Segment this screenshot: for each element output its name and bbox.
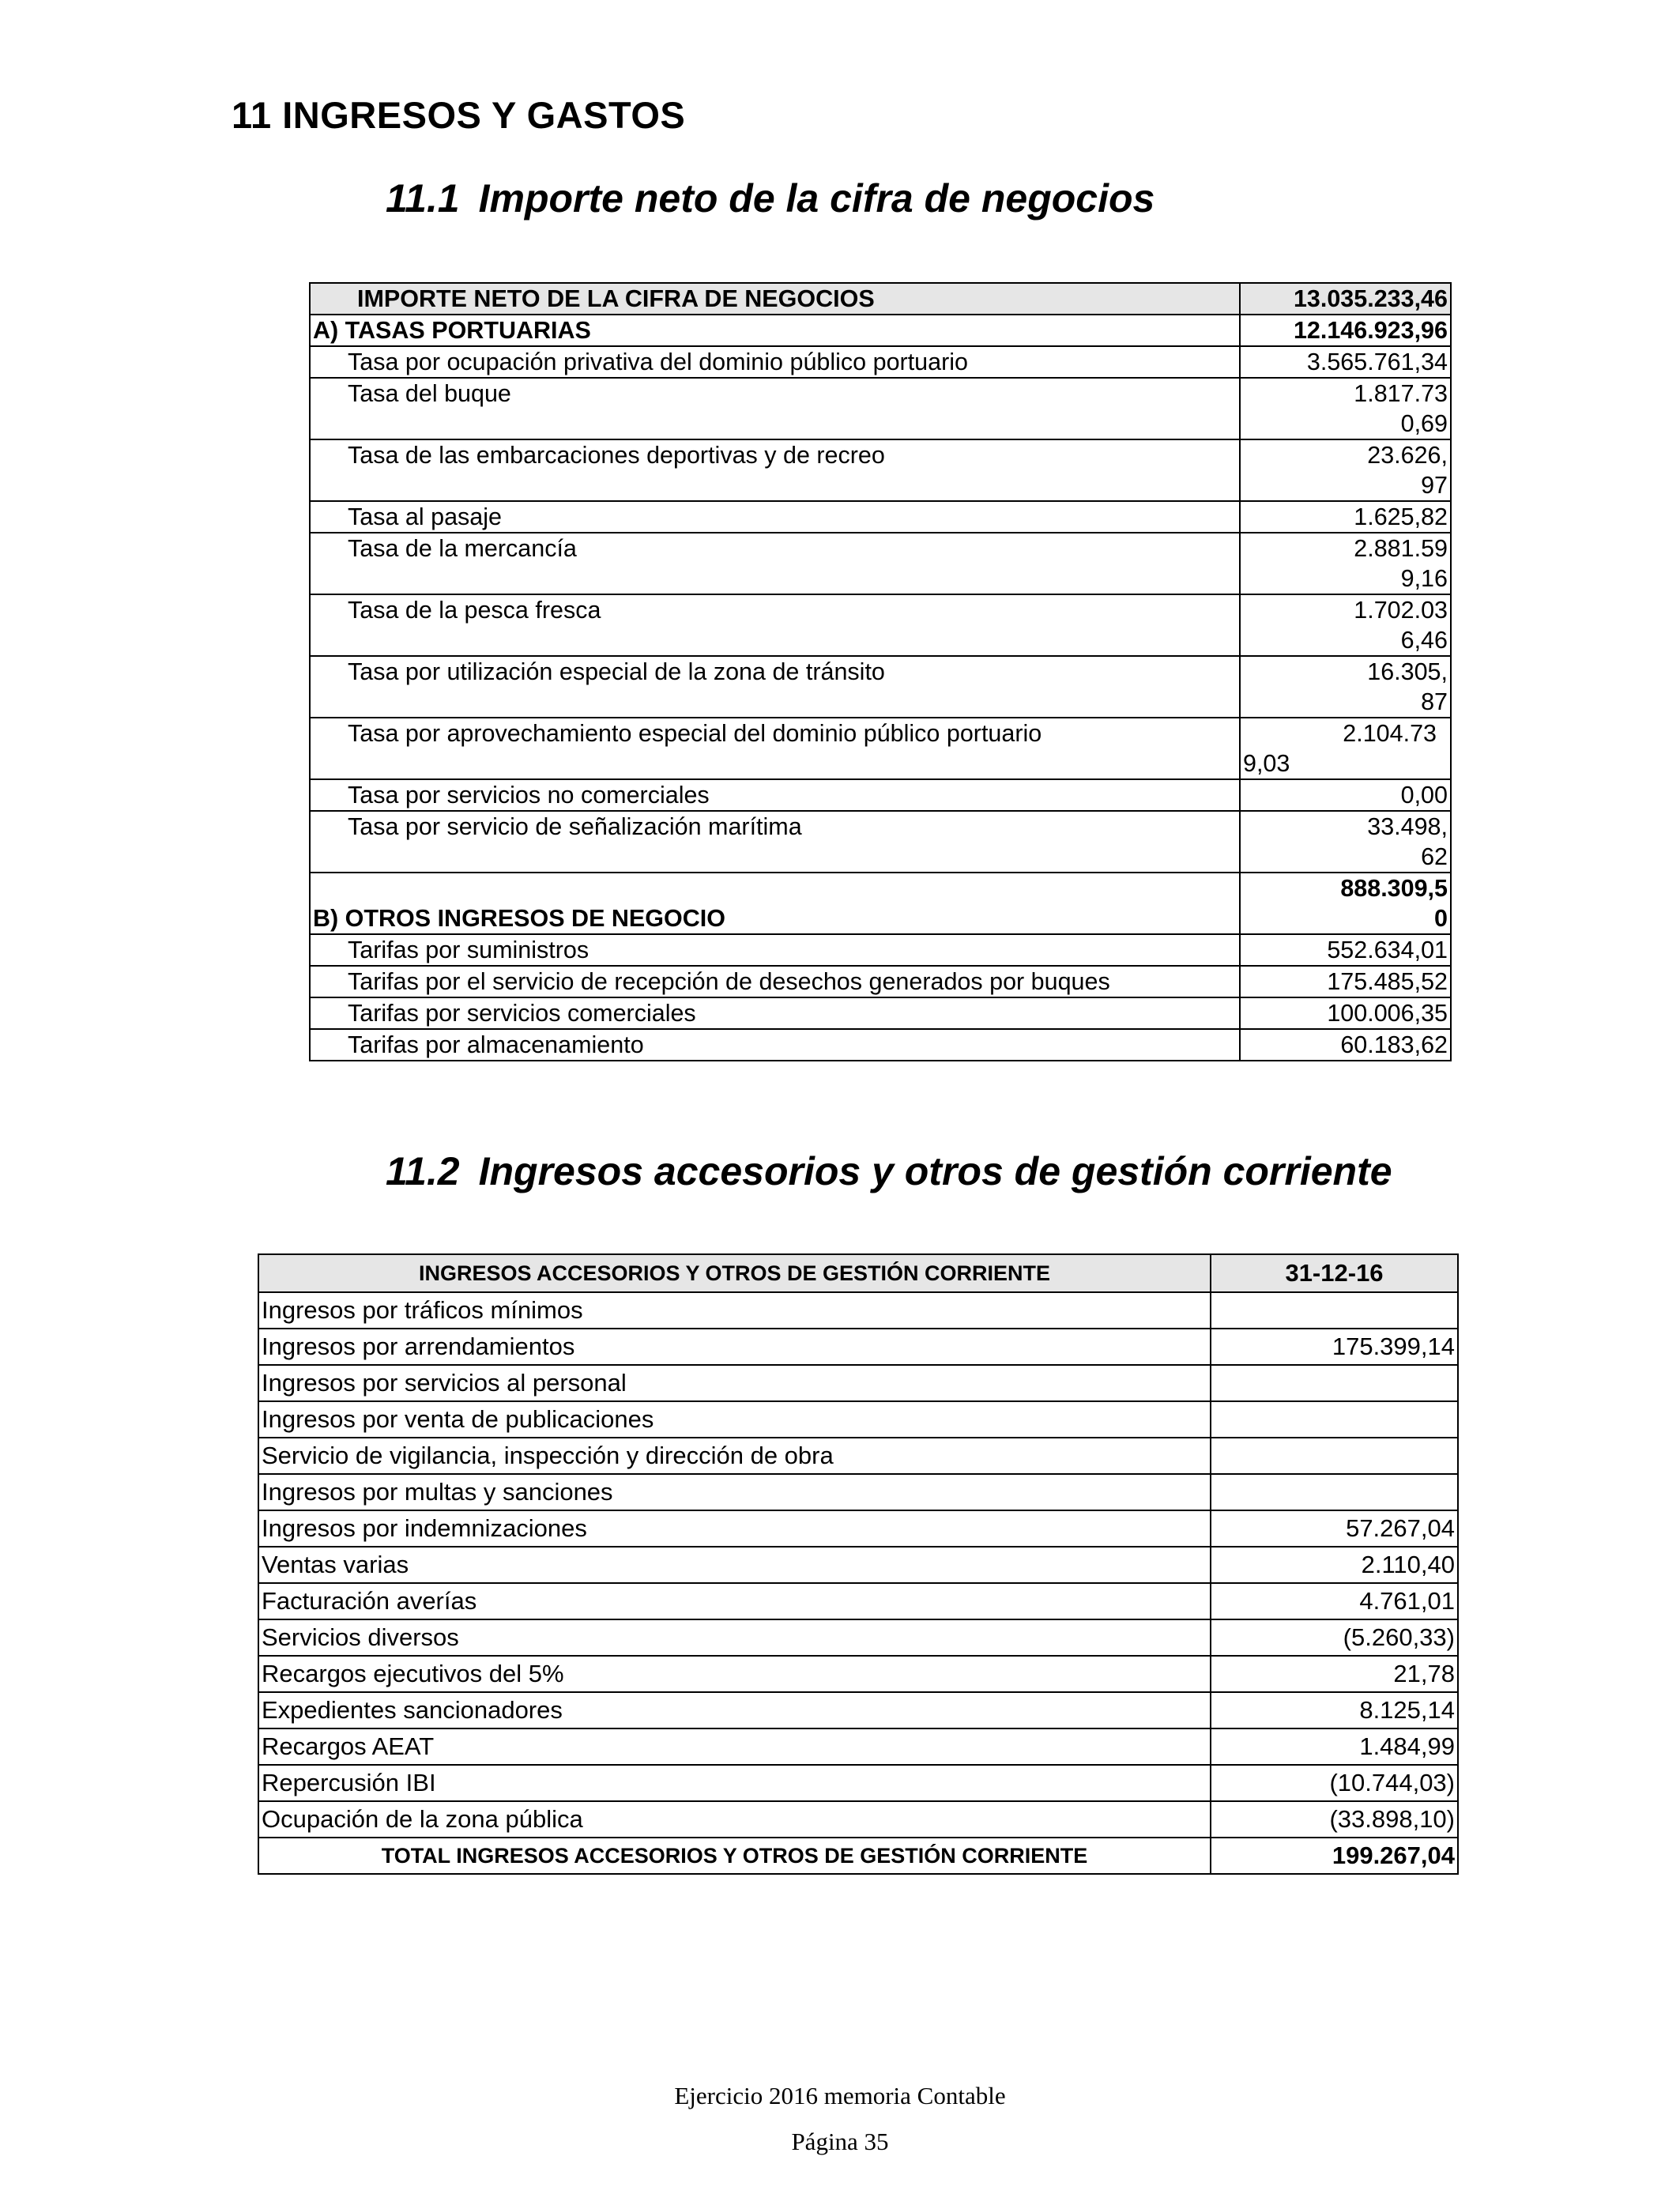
- row-value-part1: 2.104.73: [1343, 720, 1437, 747]
- table-total-row: [258, 1838, 1458, 1874]
- row-value: 2.110,40: [1211, 1547, 1458, 1583]
- row-value: 8.125,14: [1211, 1692, 1458, 1728]
- header-value: 13.035.233,46: [1240, 283, 1451, 315]
- row-value: (10.744,03): [1211, 1765, 1458, 1801]
- row-label: Tasa de las embarcaciones deportivas y de recreo: [310, 439, 1240, 501]
- row-label: Tasa al pasaje: [310, 501, 1240, 533]
- row-value: 16.305,87: [1367, 658, 1448, 715]
- row-label: Ingresos por arrendamientos: [258, 1329, 1211, 1365]
- total-label: TOTAL INGRESOS ACCESORIOS Y OTROS DE GESTIÓN CORRIENTE: [258, 1838, 1211, 1874]
- total-value: 199.267,04: [1211, 1838, 1458, 1874]
- row-value: 23.626,97: [1367, 442, 1448, 499]
- section-title: 11 INGRESOS Y GASTOS: [232, 94, 686, 136]
- row-value: [1211, 1474, 1458, 1510]
- row-label: Ingresos por servicios al personal: [258, 1365, 1211, 1401]
- table-row: [258, 1547, 1458, 1583]
- table-row: [310, 718, 1451, 779]
- table-row: [310, 934, 1451, 966]
- row-value: [1211, 1401, 1458, 1438]
- table-cifra-negocios: [309, 282, 1452, 1061]
- table-row: [310, 501, 1451, 533]
- row-label: Tasa por servicio de señalización marítima: [310, 811, 1240, 873]
- row-value: 33.498,62: [1367, 813, 1448, 870]
- table-header-row: [258, 1254, 1458, 1292]
- table-row: [258, 1728, 1458, 1765]
- row-value: 1.817.730,69: [1354, 380, 1448, 437]
- table-row: [310, 811, 1451, 873]
- row-value: (33.898,10): [1211, 1801, 1458, 1838]
- row-value: 0,00: [1240, 779, 1451, 811]
- header-label: INGRESOS ACCESORIOS Y OTROS DE GESTIÓN CORRIENTE: [258, 1254, 1211, 1292]
- row-label: Tasa por aprovechamiento especial del dominio público portuario: [310, 718, 1240, 779]
- section-row-b: [310, 873, 1451, 934]
- row-value: 60.183,62: [1240, 1029, 1451, 1061]
- subsection-text: Importe neto de la cifra de negocios: [478, 176, 1155, 221]
- row-value: (5.260,33): [1211, 1619, 1458, 1656]
- table-row: [310, 346, 1451, 378]
- row-label: Servicio de vigilancia, inspección y dirección de obra: [258, 1438, 1211, 1474]
- row-label: Tasa de la pesca fresca: [310, 594, 1240, 656]
- row-value-part2: 9,03: [1243, 750, 1290, 777]
- row-label: Tasa por servicios no comerciales: [310, 779, 1240, 811]
- row-label: Tasa por ocupación privativa del dominio público portuario: [310, 346, 1240, 378]
- table-row: [310, 594, 1451, 656]
- section-value: 888.309,50: [1340, 875, 1448, 932]
- subsection-number: 11.1: [386, 176, 460, 221]
- row-label: Tarifas por suministros: [310, 934, 1240, 966]
- table-row: [310, 997, 1451, 1029]
- header-label: IMPORTE NETO DE LA CIFRA DE NEGOCIOS: [310, 283, 1240, 315]
- table-ingresos-accesorios: [258, 1253, 1459, 1875]
- row-value: 552.634,01: [1240, 934, 1451, 966]
- table-row: [258, 1765, 1458, 1801]
- row-label: Servicios diversos: [258, 1619, 1211, 1656]
- row-label: Ingresos por venta de publicaciones: [258, 1401, 1211, 1438]
- table-row: [258, 1583, 1458, 1619]
- row-value: [1211, 1438, 1458, 1474]
- row-value: 1.702.036,46: [1354, 597, 1448, 654]
- header-value: 31-12-16: [1211, 1254, 1458, 1292]
- subsection-title-11-1: [386, 175, 1155, 221]
- row-value: 100.006,35: [1240, 997, 1451, 1029]
- row-value: 3.565.761,34: [1240, 346, 1451, 378]
- table-row: [258, 1656, 1458, 1692]
- section-label: B) OTROS INGRESOS DE NEGOCIO: [310, 873, 1240, 934]
- table-row: [310, 779, 1451, 811]
- table-row: [258, 1438, 1458, 1474]
- row-label: Ingresos por multas y sanciones: [258, 1474, 1211, 1510]
- row-label: Tasa del buque: [310, 378, 1240, 439]
- subsection-title-11-2: [386, 1148, 1392, 1194]
- row-label: Tarifas por servicios comerciales: [310, 997, 1240, 1029]
- row-label: Ingresos por indemnizaciones: [258, 1510, 1211, 1547]
- table-row: [258, 1692, 1458, 1728]
- row-value: 4.761,01: [1211, 1583, 1458, 1619]
- row-value: 1.625,82: [1240, 501, 1451, 533]
- row-label: Recargos AEAT: [258, 1728, 1211, 1765]
- row-value: 57.267,04: [1211, 1510, 1458, 1547]
- subsection-number: 11.2: [386, 1149, 460, 1193]
- row-value: [1211, 1365, 1458, 1401]
- row-label: Ocupación de la zona pública: [258, 1801, 1211, 1838]
- table-row: [310, 378, 1451, 439]
- row-value: 1.484,99: [1211, 1728, 1458, 1765]
- table-row: [258, 1329, 1458, 1365]
- table-row: [258, 1474, 1458, 1510]
- table-row: [258, 1401, 1458, 1438]
- row-label: Ingresos por tráficos mínimos: [258, 1292, 1211, 1329]
- row-value: 175.485,52: [1240, 966, 1451, 997]
- row-value: [1211, 1292, 1458, 1329]
- section-value: 12.146.923,96: [1240, 315, 1451, 346]
- footer-page-number: Página 35: [791, 2128, 889, 2155]
- table-row: [310, 1029, 1451, 1061]
- row-label: Ventas varias: [258, 1547, 1211, 1583]
- table-row: [258, 1801, 1458, 1838]
- table-row: [310, 966, 1451, 997]
- table-row: [310, 439, 1451, 501]
- row-label: Tarifas por almacenamiento: [310, 1029, 1240, 1061]
- row-value: 21,78: [1211, 1656, 1458, 1692]
- section-row-a: [310, 315, 1451, 346]
- row-label: Recargos ejecutivos del 5%: [258, 1656, 1211, 1692]
- row-label: Repercusión IBI: [258, 1765, 1211, 1801]
- row-label: Facturación averías: [258, 1583, 1211, 1619]
- row-label: Tasa de la mercancía: [310, 533, 1240, 594]
- table-row: [310, 656, 1451, 718]
- table-row: [258, 1619, 1458, 1656]
- row-label: Tasa por utilización especial de la zona de tránsito: [310, 656, 1240, 718]
- section-label: A) TASAS PORTUARIAS: [310, 315, 1240, 346]
- table-row: [258, 1292, 1458, 1329]
- row-value: 2.881.599,16: [1354, 535, 1448, 592]
- subsection-text: Ingresos accesorios y otros de gestión corriente: [478, 1149, 1392, 1193]
- row-value: 175.399,14: [1211, 1329, 1458, 1365]
- table-header-row: [310, 283, 1451, 315]
- table-row: [310, 533, 1451, 594]
- footer-document-title: Ejercicio 2016 memoria Contable: [674, 2082, 1006, 2109]
- row-label: Tarifas por el servicio de recepción de desechos generados por buques: [310, 966, 1240, 997]
- table-row: [258, 1510, 1458, 1547]
- table-row: [258, 1365, 1458, 1401]
- row-label: Expedientes sancionadores: [258, 1692, 1211, 1728]
